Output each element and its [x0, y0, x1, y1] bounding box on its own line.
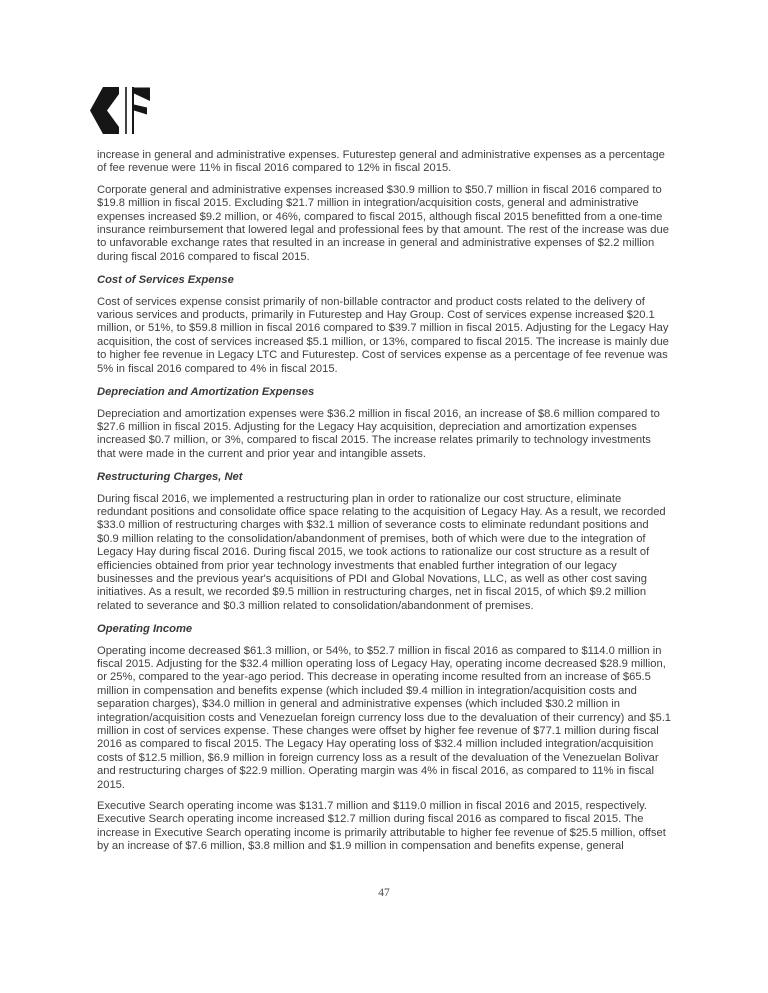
- paragraph-futurestep-gna-continuation: increase in general and administrative expenses. Futurestep general and administrative expenses as a percentage of fee revenue were 11% in fiscal 2016 compared to 12% in fiscal 2015.: [97, 149, 665, 175]
- section-heading-cost-of-services-expense: Cost of Services Expense: [97, 274, 234, 287]
- paragraph-executive-search-operating-income: Executive Search operating income was $131.7 million and $119.0 million in fiscal 2016 and 2015, respectively. Executive Search operating income increased $12.7 million during fiscal 2016 as compared to fiscal 2015. The increase in Executive Search operating income is primarily attributable to higher fee revenue of $25.5 million, offset by an increase of $7.6 million, $3.8 million and $1.9 million in compensation and benefits expense, general: [97, 800, 666, 853]
- section-heading-operating-income: Operating Income: [97, 623, 193, 636]
- kf-monogram-icon: [90, 87, 150, 134]
- paragraph-cost-of-services: Cost of services expense consist primarily of non-billable contractor and product costs related to the delivery of various services and products, primarily in Futurestep and Hay Group. Cost of services expense increased $20.1 million, or 51%, to $59.8 million in fiscal 2016 compared to $39.7 million in fiscal 2015. Adjusting for the Legacy Hay acquisition, the cost of services increased $5.1 million, or 13%, compared to fiscal 2015. The increase is mainly due to higher fee revenue in Legacy LTC and Futurestep. Cost of services expense as a percentage of fee revenue was 5% in fiscal 2016 compared to 4% in fiscal 2015.: [97, 295, 669, 375]
- section-heading-depreciation-amortization: Depreciation and Amortization Expenses: [97, 386, 315, 399]
- paragraph-depreciation-amortization: Depreciation and amortization expenses were $36.2 million in fiscal 2016, an increase of $8.6 million compared to $27.6 million in fiscal 2015. Adjusting for the Legacy Hay acquisition, depreciation and amortization expenses increased $0.7 million, or 3%, compared to fiscal 2015. The increase relates primarily to technology investments that were made in the current and prior year and intangible assets.: [97, 407, 660, 460]
- korn-ferry-logo: [90, 87, 150, 134]
- page-number: 47: [378, 887, 390, 899]
- paragraph-restructuring-charges: During fiscal 2016, we implemented a restructuring plan in order to rationalize our cost structure, eliminate redundant positions and consolidate office space relating to the acquisition of Legacy Hay. As a result, we recorded $33.0 million of restructuring charges with $32.1 million of severance costs to eliminate redundant positions and $0.9 million relating to the consolidation/abandonment of premises, both of which were due to the integration of Legacy Hay during fiscal 2016. During fiscal 2015, we took actions to rationalize our cost structure as a result of efficiencies obtained from prior year technology investments that enabled further integration of our legacy businesses and the previous year's acquisitions of PDI and Global Novations, LLC, as well as other cost saving initiatives. As a result, we recorded $9.5 million in restructuring charges, net in fiscal 2015, of which $9.2 million related to severance and $0.3 million related to consolidation/abandonment of premises.: [97, 492, 666, 612]
- section-heading-restructuring-charges: Restructuring Charges, Net: [97, 471, 243, 484]
- paragraph-operating-income: Operating income decreased $61.3 million, or 54%, to $52.7 million in fiscal 2016 as compared to $114.0 million in fiscal 2015. Adjusting for the $32.4 million operating loss of Legacy Hay, operating income decreased $28.9 million, or 25%, compared to the year-ago period. This decrease in operating income resulted from an increase of $65.5 million in compensation and benefits expense (which included $9.4 million in integration/acquisition costs and separation charges), $34.0 million in general and administrative expenses (which included $30.2 million in integration/acquisition costs and Venezuelan foreign currency loss due to the devaluation of their currency) and $5.1 million in cost of services expense. These changes were offset by higher fee revenue of $77.1 million during fiscal 2016 as compared to fiscal 2015. The Legacy Hay operating loss of $32.4 million included integration/acquisition costs of $12.5 million, $6.9 million in foreign currency loss as a result of the devaluation of the Venezuelan Bolivar and restructuring charges of $22.9 million. Operating margin was 4% in fiscal 2016, as compared to 11% in fiscal 2015.: [97, 644, 672, 791]
- paragraph-corporate-gna: Corporate general and administrative expenses increased $30.9 million to $50.7 million in fiscal 2016 compared to $19.8 million in fiscal 2015. Excluding $21.7 million in integration/acquisition costs, general and administrative expenses increased $9.2 million, or 46%, compared to fiscal 2015, although fiscal 2015 benefitted from a one-time insurance reimbursement that lowered legal and professional fees by that amount. The rest of the increase was due to unfavorable exchange rates that resulted in an increase in general and administrative expenses of $2.2 million during fiscal 2016 compared to fiscal 2015.: [97, 183, 669, 263]
- document-body: [97, 149, 672, 862]
